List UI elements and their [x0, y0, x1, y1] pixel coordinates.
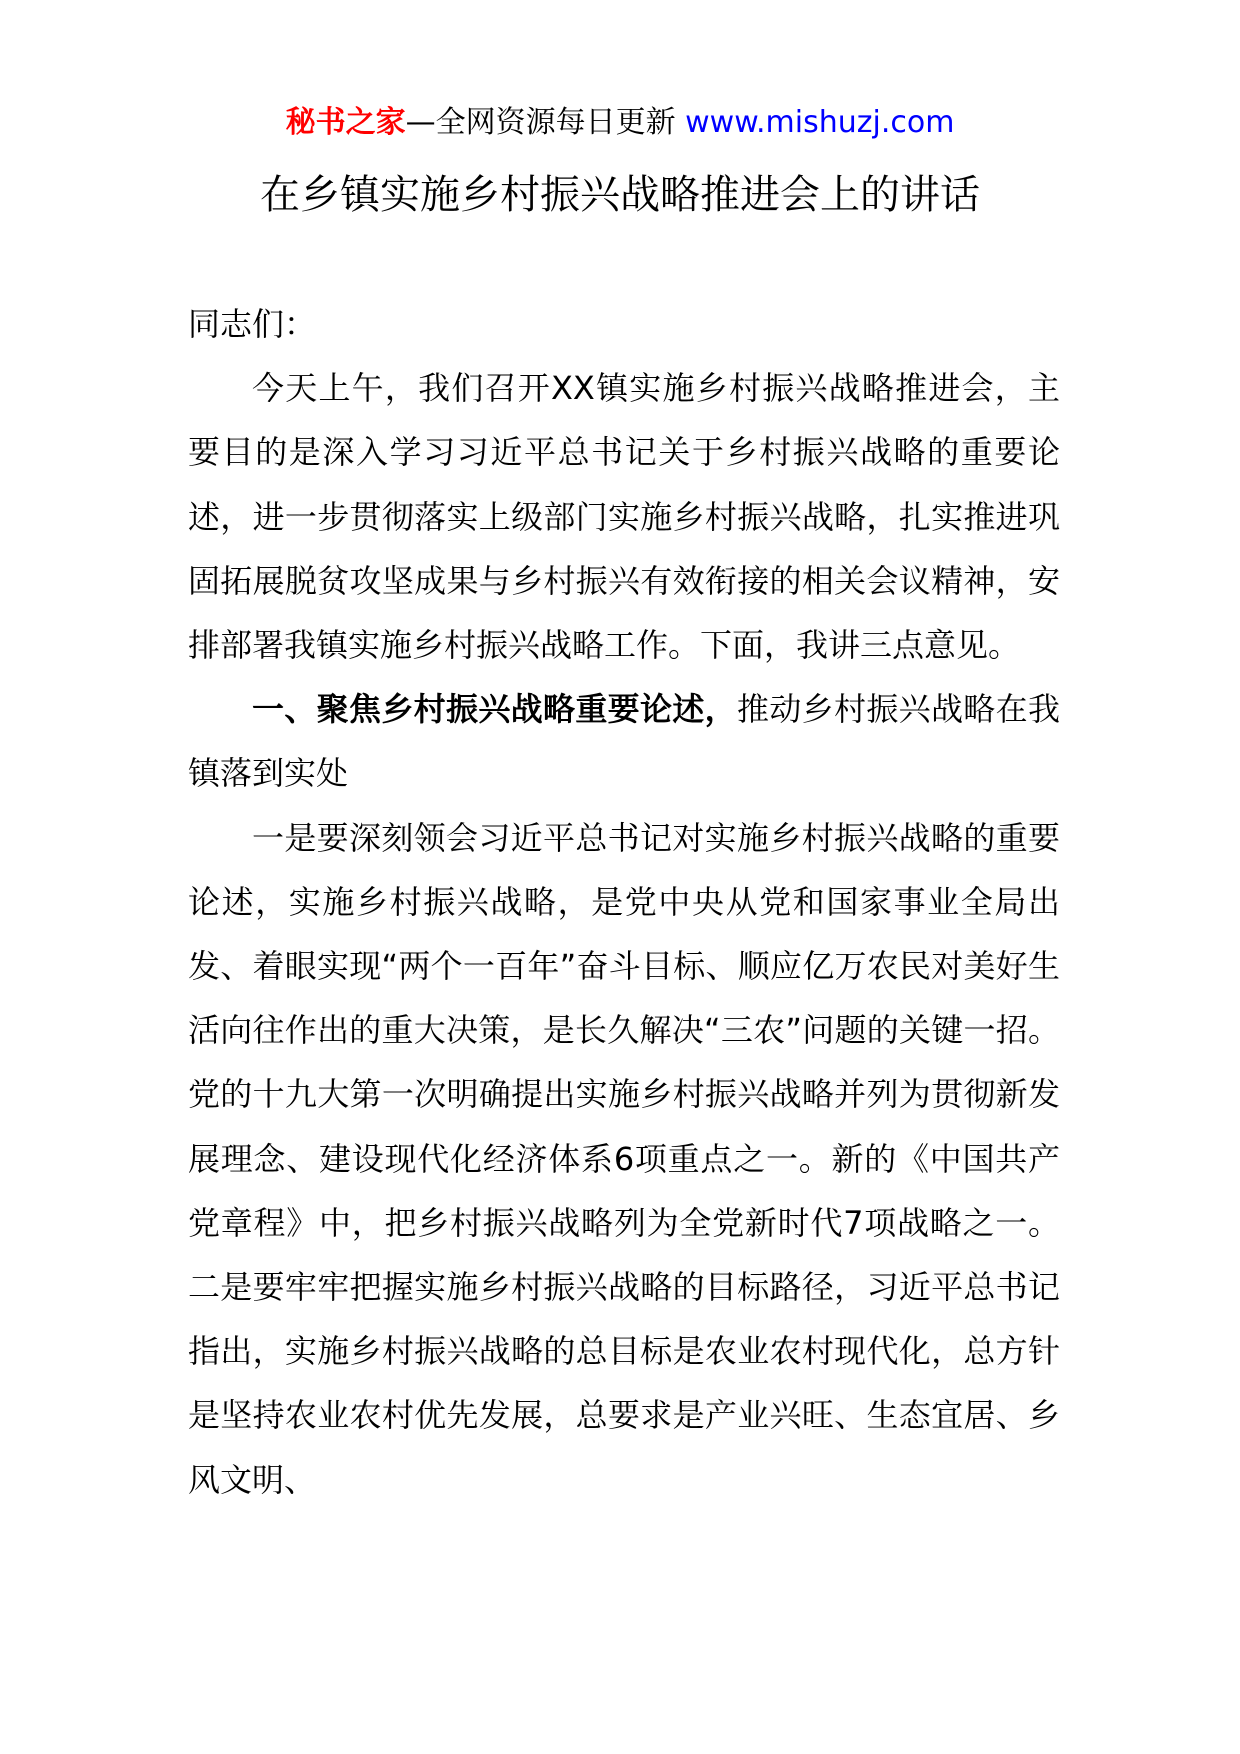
salutation: 同志们： — [188, 305, 317, 343]
site-header — [0, 103, 1240, 143]
section-heading-bold: 一、聚焦乡村振兴战略重要论述， — [252, 690, 737, 729]
document-body — [188, 292, 1060, 1512]
section-heading — [188, 677, 1060, 805]
brand-name: 秘书之家 — [285, 105, 406, 140]
body-paragraph: 一是要深刻领会习近平总书记对实施乡村振兴战略的重要论述，实施乡村振兴战略，是党中央从党和国家事业全局出发、着眼实现“两个一百年”奋斗目标、顺应亿万农民对美好生活向往作出的重大决策，是长久解决“三农”问题的关键一招。党的十九大第一次明确提出实施乡村振兴战略并列为贯彻新发展理念、建设现代化经济体系6项重点之一。新的《中国共产党章程》中，把乡村振兴战略列为全党新时代7项战略之一。二是要牢牢把握实施乡村振兴战略的目标路径，习近平总书记指出，实施乡村振兴战略的总目标是农业农村现代化，总方针是坚持农业农村优先发展，总要求是产业兴旺、生态宜居、乡风文明、 — [188, 818, 1060, 1499]
section-heading-rest: 推动乡村振兴战略在我镇落到实处 — [188, 690, 1060, 793]
header-tagline: —全网资源每日更新 — [405, 105, 686, 140]
document-title: 在乡镇实施乡村振兴战略推进会上的讲话 — [260, 172, 980, 218]
intro-paragraph: 今天上午，我们召开XX镇实施乡村振兴战略推进会，主要目的是深入学习习近平总书记关于乡村振兴战略的重要论述，进一步贯彻落实上级部门实施乡村振兴战略，扎实推进巩固拓展脱贫攻坚成果与乡村振兴有效衔接的相关会议精神，安排部署我镇实施乡村振兴战略工作。下面，我讲三点意见。 — [188, 369, 1060, 665]
site-url-link[interactable]: www.mishuzj.com — [685, 105, 955, 140]
